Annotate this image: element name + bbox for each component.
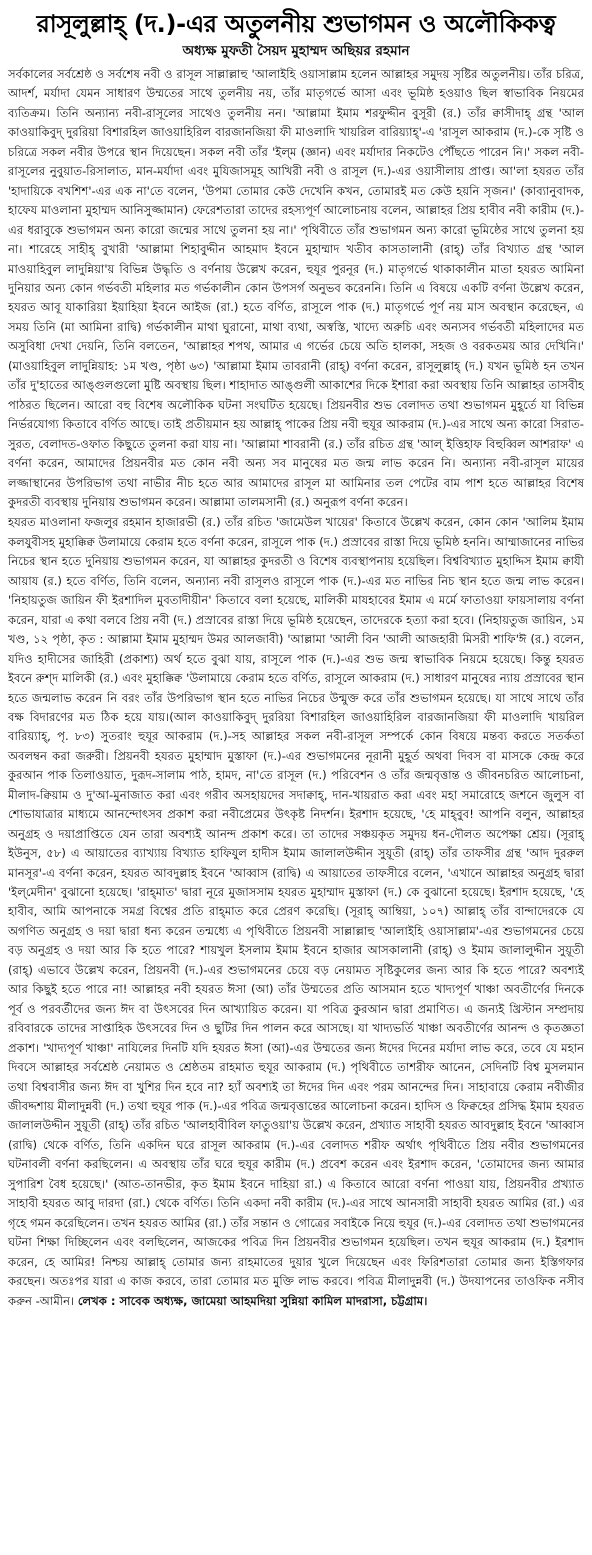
- article-paragraph-2: [8, 513, 584, 1311]
- article-byline: অধ্যক্ষ মুফতী সৈয়দ মুহাম্মদ অছিয়র রহমান: [182, 43, 410, 59]
- article-headline: রাসূলুল্লাহ্‌ (দ.)-এর অতুলনীয় শুভাগমন ও অলৌকিকত্ব: [36, 10, 556, 38]
- author-note: লেখক : সাবেক অধ্যক্ষ, জামেয়া আহমদিয়া সুন্নিয়া কামিল মাদরাসা, চট্টগ্রাম।: [77, 1293, 428, 1308]
- article-body: [8, 65, 584, 1311]
- article-paragraph-1: সর্বকালের সর্বশ্রেষ্ঠ ও সর্বশেষ নবী ও রাসূল সাল্লাল্লাহু 'আলাইহি ওয়াসাল্লাম হলেন আল্লাহর সমুদয় সৃষ্টির অতুলনীয়। তাঁর চরিত্র, আদর্শ, মর্যাদা যেমন সাধারণ উম্মতের সাথে তুলনীয় নয়, তাঁর মাতৃগর্ভে আসা এবং ভূমিষ্ঠ হওয়াও ছিল স্বাভাবিক নিয়মের ব্যতিক্রম। তিনি অন্যান্য নবী-রাসূলের সাথেও তুলনীয় নন। 'আল্লামা ইমাম শরফুদ্দীন বুসূরী (র.) তাঁর ক্বাসীদাহ্ গ্রন্থ 'আল কাওয়াকিবুদ্ দুররিয়া বিশারহিল জাওয়াহিরিল বারজানজিয়া ফী মাওলাদি খায়রিল বারিয়্যাহ্'-এ 'রাসূল আকরাম (দ.)-কে সৃষ্টি ও চরিত্রে সকল নবীর উপরে স্থান দিয়েছেন। সকল নবী তাঁর 'ইল্‌ম (জ্ঞান) এবং মর্যাদার নিকটেও পৌঁছতে পারেন নি।' সকল নবী-রাসূলের নুবুয়াত-রিসালাত, মান-মর্যাদা এবং মুযিজাসমূহ আখিরী নবী ও রাসূল (দ.)-এর ওয়াসীলায় প্রাপ্ত। আ'লা হযরত তাঁর 'হাদায়িকে বখশিশ'-এর এক না'তে বলেন, 'উপমা তোমার কেউ দেখেনি কখন, তোমারই মত কেউ হয়নি সৃজন।' (কাব্যানুবাদক, হাফেয মাওলানা মুহাম্মদ আনিসুজ্জামান) ফেরেশতারা তাদের রহস্যপূর্ণ আলোচনায় বলেন, আল্লাহর প্রিয় হাবীব নবী কারীম (দ.)-এর ধরাবুকে শুভাগমন অন্য কারো জন্মের সাথে তুলনা হয় না।' পৃথিবীতে তাঁর শুভাগমন অন্য কারো ভূমিষ্ঠের সাথে তুলনা হয় না। শারেহে সাহীহ্ বুখারী 'আল্লামা শিহাবুদ্দীন আহমাদ ইবনে মুহাম্মাদ খতীব কাসতালানী (রাহ্) তাঁর বিখ্যাত গ্রন্থ 'আল মাওয়াহিবুল লাদুন্নিয়া'য় বিভিন্ন উদ্ধৃতি ও বর্ণনায় উল্লেখ করেন, হুযূর পুরনূর (দ.) মাতৃগর্ভে থাকাকালীন মাতা হযরত আমিনা দুনিয়ার অন্য কোন গর্ভবতী মহিলার মত গর্ভকালীন কোন উপসর্গ অনুভব করেননি। তিনি এ বিষয়ে একটি বর্ণনা উল্লেখ করেন, হযরত আবূ যাকারিয়া ইয়াহিয়া ইবনে আইজ (রা.) হতে বর্ণিত, রাসূলে পাক (দ.) মাতৃগর্ভে পূর্ণ নয় মাস অবস্থান করেছেন, এ সময় তিনি (মা আমিনা রাদ্বি) গর্ভকালীন মাথা ঘুরানো, মাথা ব্যথা, অস্বস্তি, খাদ্যে অরুচি এবং অন্যসব গর্ভবতী মহিলাদের মত অসুবিধা দেখা দেয়নি, তিনি বলতেন, 'আল্লাহর শপথ, আমার এ গর্ভের চেয়ে অতি হালকা, সহজ ও বরকতময় আর দেখিনি।' (মাওয়াহিবুল লাদুন্নিয়াহ: ১ম খণ্ড, পৃষ্ঠা ৬৩) 'আল্লামা ইমাম তাবরানী (রাহ্) বর্ণনা করেন, রাসূলুল্লাহ্ (দ.) যখন ভূমিষ্ঠ হন তখন তাঁর দু'হাতের আঙ্গুলগুলো মুষ্টি অবস্থায় ছিল। শাহাদাত আঙ্গুলী আকাশের দিকে ইশারা করা অবস্থায় তিনি আল্লাহর তাসবীহ পাঠরত ছিলেন। আরো বহু বিশেষ অলৌকিক ঘটনা সংঘটিত হয়েছে। প্রিয়নবীর শুভ বেলাদত তথা শুভাগমন মুহূর্তে যা বিভিন্ন নির্ভরযোগ্য কিতাবে বর্ণিত আছে। তাই প্রতীয়মান হয় আল্লাহ্ পাকের প্রিয় নবী হুযূর আকরাম (দ.)-এর সাথে অন্য কারো সিরাত-সুরত, বেলাদত-ওফাত কিছুতে তুলনা করা যায় না। 'আল্লামা শাবরানী (র.) তাঁর রচিত গ্রন্থ 'আল্ ইত্তিহাফ বিহুব্বিল আশরাফ' এ বর্ণনা করেন, আমাদের প্রিয়নবীর মত কোন নবী অন্য সব মানুষের মত জন্ম লাভ করেন নি। অন্যান্য নবী-রাসূল মায়ের লজ্জাস্থানের উপরিভাগ তথা নাভীর নীচ হতে আর আমাদের রাসূল মা আমিনার তল পেটের বাম পাশ হতে আল্লাহর বিশেষ কুদরতী ব্যবস্থায় দুনিয়ায় শুভাগমন করেন। আল্লামা তালমসানী (র.) অনুরূপ বর্ণনা করেন।: [8, 67, 584, 509]
- article-paragraph-2-text: হযরত মাওলানা ফজলুর রহমান হাজারভী (র.) তাঁর রচিত 'জামেউল খায়ের' কিতাবে উল্লেখ করেন, কোন কোন 'আলিম ইমাম কলযুবীসহ মুহাক্কিক্ব উলামায়ে কেরাম হতে বর্ণনা করেন, রাসূলে পাক (দ.) প্রস্রাবের রাস্তা দিয়ে ভূমিষ্ঠ হননি। আম্মাজানের নাভির নিচের স্থান হতে দুনিয়ায় শুভাগমন করেন, যা আল্লাহর কুদরতী ও বিশেষ ব্যবস্থাপনায় হয়েছিল। বিশ্ববিখ্যাত মুহাদ্দিস ইমাম ক্বাযী আয়ায (র.) হতে বর্ণিত, তিনি বলেন, অন্যান্য নবী রাসূলও রাসূলে পাক (দ.)-এর মত নাভির নিচ স্থান হতে জন্ম লাভ করেন। 'নিহায়তুজ জায়িন ফী ইরশাদিল মুবতাদীয়ীন' কিতাবে বলা হয়েছে, মালিকী মাযহাবের ইমাম এ মর্মে ফাতাওয়া ফায়সালায় বর্ণনা করেন, যারা এ কথা বলবে প্রিয় নবী (দ.) প্রস্রাবের রাস্তা দিয়ে ভূমিষ্ঠ হয়েছেন, তাদেরকে হত্যা করা হবে। (নিহায়তুজ জায়িন, ১ম খণ্ড, ১২ পৃষ্ঠা, কৃত : আল্লামা ইমাম মুহাম্মদ উমর আলজাবী) 'আল্লামা 'আলী বিন 'আলী আজহারী মিসরী শাফি'ঈ (র.) বলেন, যদিও হাদীসের জাহিরী (প্রকাশ্য) অর্থ হতে বুঝা যায়, রাসূলে পাক (দ.)-এর শুভ জন্ম স্বাভাবিক নিয়মে হয়েছে। কিন্তু হযরত ইবনে রুশ্দ মালিকী (র.) এবং মুহাক্কিক্ব 'উলামায়ে কেরাম হতে বর্ণিত, রাসূলে আকরাম (দ.) সাধারণ মানুষের ন্যায় প্রস্রাবের স্থান হতে জন্মলাভ করেন নি বরং তাঁর উপরিভাগ স্থান হতে নাভির নিচের উন্মুক্ত করে তাঁর শুভাগমন হয়েছে। যা সাথে সাথে তাঁর বক্ষ বিদারণের মত ঠিক হয়ে যায়।(আল কাওয়াকিবুদ্ দুররিয়া বিশারহিল জাওয়াহিরিল বারজানজিয়া ফী মাওলাদি খায়রিল বারিয়্যাহ্, পৃ. ৮৩) সুতরাং হুযূর আকরাম (দ.)-সহ আল্লাহর সকল নবী-রাসূল সম্পর্কে কোন বিষয়ে মন্তব্য করতে সতর্কতা অবলম্বন করা জরুরী। প্রিয়নবী হযরত মুহাম্মাদ মুস্তাফা (দ.)-এর শুভাগমনের নূরানী মুহূর্ত অথবা দিবস বা মাসকে কেন্দ্র করে কুরআন পাক তিলাওয়াত, দুরূদ-সালাম পাঠ, হামদ, না'তে রাসূল (দ.) পরিবেশন ও তাঁর জন্মবৃত্তান্ত ও জীবনচরিত আলোচনা, মীলাদ-ক্বিয়াম ও দু'আ-মুনাজাত করা এবং গরীব অসহায়দের সদাক্বাহ্, দান-খায়রাত করা এবং মহা সমারোহে জশনে জুলুস বা শোভাযাত্রার মাধ্যমে আনন্দোৎসব প্রকাশ করা নবীপ্রেমের উৎকৃষ্ট নিদর্শন। ইরশাদ হয়েছে, 'হে মাহ্‌বুব! আপনি বলুন, আল্লাহর অনুগ্রহ ও দয়াপ্রাপ্তিতে যেন তারা অবশ্যই আনন্দ প্রকাশ করে। তা তাদের সঞ্চয়কৃত সমুদয় ধন-দৌলত অপেক্ষা শ্রেয়। (সূরাহ্ ইউনুস, ৫৮) এ আয়াতের ব্যাখ্যায় বিখ্যাত হাফিযুল হাদীস ইমাম জালালউদ্দীন সুয়ূতী (রাহ্) তাঁর তাফসীর গ্রন্থ 'আদ দুররুল মানসূর'-এ বর্ণনা করেন, হযরত আবদুল্লাহ ইবনে 'আব্বাস (রাদ্বি) এ আয়াতের তাফসীরে বলেন, 'এখানে আল্লাহর অনুগ্রহ দ্বারা 'ইল্‌মেদীন' বুঝানো হয়েছে। 'রাহ্‌মাত' দ্বারা নূরে মুজাসসাম হযরত মুহাম্মাদ মুস্তাফা (দ.) কে বুঝানো হয়েছে। ইরশাদ হয়েছে, 'হে হাবীব, আমি আপনাকে সমগ্র বিশ্বের প্রতি রাহ্‌মাত করে প্রেরণ করেছি। (সূরাহ্ আম্বিয়া, ১০৭) আল্লাহ্ তাঁর বান্দাদেরকে যে অগণিত অনুগ্রহ ও দয়া দ্বারা ধন্য করেন তন্মধ্যে এ পৃথিবীতে প্রিয়নবী সাল্লাল্লাহু 'আলাইহি ওয়াসাল্লাম'-এর শুভাগমনের চেয়ে বড় অনুগ্রহ ও দয়া আর কি হতে পারে? শায়খুল ইসলাম ইমাম ইবনে হাজার আসকালানী (রাহ্) ও ইমাম জালালুদ্দীন সুয়ূতী (রাহ্) এভাবে উল্লেখ করেন, প্রিয়নবী (দ.)-এর শুভাগমনের চেয়ে বড় নেয়ামত সৃষ্টিকুলের জন্য আর কি হতে পারে? অবশ্যই আর কিছুই হতে পারে না! আল্লাহর নবী হযরত ঈসা (আ) তাঁর উম্মতের প্রতি আসমান হতে খাদ্যপূর্ণ খাঞ্চা অবতীর্ণের দিনকে পূর্ব ও পরবর্তীদের জন্য ঈদ বা উৎসবের দিন আখ্যায়িত করেন। যা পবিত্র কুরআন দ্বারা প্রমাণিত। এ জন্যই খ্রিস্টান সম্প্রদায় রবিবারকে তাদের সাপ্তাহিক উৎসবের দিন ও ছুটির দিন পালন করে আসছে। যা খাদ্যভর্তি খাঞ্চা অবতীর্ণের আনন্দ ও কৃতজ্ঞতা প্রকাশ। 'খাদ্যপূর্ণ খাঞ্চা' নাযিলের দিনটি যদি হযরত ঈসা (আ)-এর উম্মতের জন্য ঈদের দিনের মর্যাদা লাভ করে, তবে যে মহান দিবসে আল্লাহর সর্বশ্রেষ্ঠ নেয়ামত ও শ্রেষ্ঠতম রাহমাত হুযূর আকরাম (দ.) পৃথিবীতে তাশরীফ আনেন, সেদিনটি বিশ্ব মুসলমান তথা বিশ্ববাসীর জন্য ঈদ বা খুশির দিন হবে না? হ্যাঁ অবশ্যই তা ঈদের দিন এবং পরম আনন্দের দিন। সাহাবায়ে কেরাম নবীজীর জীবদ্দশায় মীলাদুন্নবী (দ.) তথা হুযূর পাক (দ.)-এর পবিত্র জন্মবৃত্তান্তের আলোচনা করেন। হাদিস ও ফিক্বহের প্রসিদ্ধ ইমাম হযরত জালালউদ্দীন সুয়ূতী (রাহ্) তাঁর রচিত 'আলহাবীবিল ফাতুওয়া'য় উল্লেখ করেন, প্রখ্যাত সাহাবী হযরত আবদুল্লাহ ইবনে 'আব্বাস (রাদ্বি) থেকে বর্ণিত, তিনি একদিন ঘরে রাসূল আকরাম (দ.)-এর বেলাদত শরীফ অর্থাৎ পৃথিবীতে প্রিয় নবীর শুভাগমনের ঘটনাবলী বর্ণনা করছিলেন। এ অবস্থায় তাঁর ঘরে হুযূর কারীম (দ.) প্রবেশ করেন এবং ইরশাদ করেন, 'তোমাদের জন্য আমার সুপারিশ বৈধ হয়েছে।' (আত-তানভীর, কৃত ইমাম ইবনে দাহিয়া রা.) এ কিতাবে আরো বর্ণনা পাওয়া যায়, প্রিয়নবীর প্রখ্যাত সাহাবী হযরত আবু দারদা (রা.) থেকে বর্ণিত। তিনি একদা নবী কারীম (দ.)-এর সাথে আনসারী সাহাবী হযরত আমির (রা.) এর গৃহে গমন করেছিলেন। তখন হযরত আমির (রা.) তাঁর সন্তান ও গোত্রের সবাইকে নিয়ে হুযূর (দ.)-এর বেলাদত তথা শুভাগমনের ঘটনা শিক্ষা দিচ্ছিলেন এবং বলছিলেন, আজকের পবিত্র দিন প্রিয়নবীর শুভাগমন হয়েছিল। তখন হুযূর আকরাম (দ.) ইরশাদ করেন, হে আমির! নিশ্চয় আল্লাহ্ তোমার জন্য রাহমাতের দুয়ার খুলে দিয়েছেন এবং ফিরিশতারা তোমার জন্য ইস্তিগফার করছেন। অতঃপর যারা এ কাজ করবে, তারা তোমার মত মুক্তি লাভ করবে। পবিত্র মীলাদুন্নবী (দ.) উদযাপনের তাওফিক নসীব করুন -আমীন।: [8, 515, 585, 1308]
